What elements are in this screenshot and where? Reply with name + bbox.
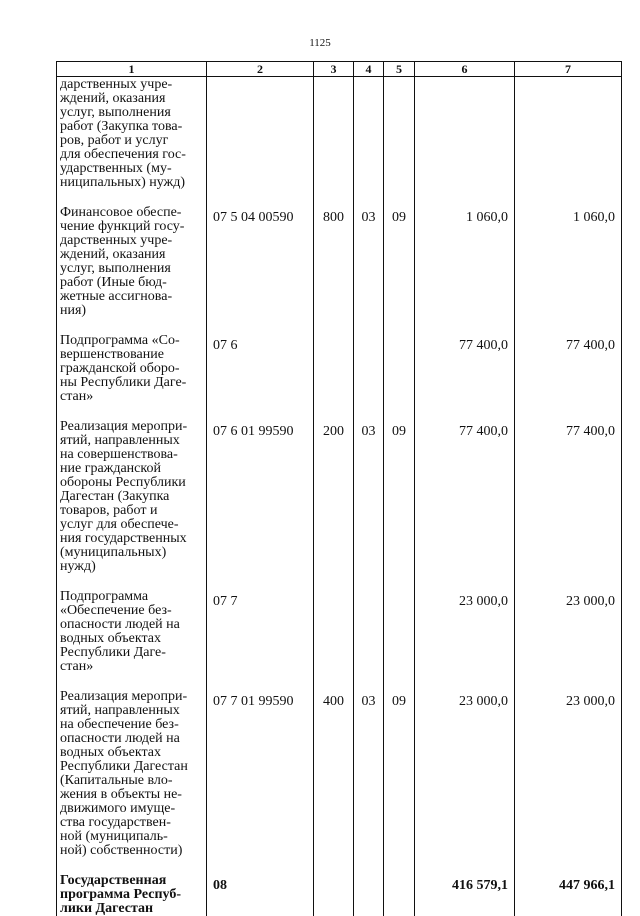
row-name-cell	[57, 206, 207, 318]
row-name-cell	[57, 590, 207, 674]
row-name-line: ятий, направленных	[60, 434, 203, 448]
table-row	[57, 206, 622, 318]
row-name-cell	[57, 690, 207, 858]
row-name-cell	[57, 420, 207, 574]
row-code: 08	[207, 874, 314, 916]
row-name-line: услуг, выполнения	[60, 262, 203, 276]
row-name-line: Подпрограмма «Со-	[60, 334, 203, 348]
row-name-line: ров, работ и услуг	[60, 134, 203, 148]
row-expense-type	[314, 874, 354, 916]
row-name-line: работ (Закупка това-	[60, 120, 203, 134]
row-name	[60, 78, 203, 190]
row-name-line: стан»	[60, 660, 203, 674]
row-subsection	[384, 334, 415, 404]
row-expense-type: 800	[314, 206, 354, 318]
column-header-7: 7	[515, 62, 622, 77]
table-row	[57, 590, 622, 674]
row-name	[60, 206, 203, 318]
column-header-2: 2	[207, 62, 314, 77]
row-amount-col6: 23 000,0	[415, 690, 515, 858]
row-amount-col7: 77 400,0	[515, 334, 622, 404]
row-name-line: Реализация меропри-	[60, 690, 203, 704]
row-code: 07 6 01 99590	[207, 420, 314, 574]
row-code: 07 5 04 00590	[207, 206, 314, 318]
spacer-cell	[354, 674, 384, 690]
spacer-cell	[57, 318, 207, 334]
row-expense-type: 200	[314, 420, 354, 574]
row-name-line: жетные ассигнова-	[60, 290, 203, 304]
row-spacer	[57, 190, 622, 206]
row-name-line: опасности людей на	[60, 618, 203, 632]
row-name-line: ны Республики Даге-	[60, 376, 203, 390]
table-row	[57, 420, 622, 574]
row-amount-col6: 23 000,0	[415, 590, 515, 674]
row-name-cell	[57, 334, 207, 404]
row-expense-type: 400	[314, 690, 354, 858]
row-amount-col6: 77 400,0	[415, 420, 515, 574]
row-name	[60, 334, 203, 404]
spacer-cell	[57, 190, 207, 206]
row-name-line: (Капитальные вло-	[60, 774, 203, 788]
row-name-line: вершенствование	[60, 348, 203, 362]
spacer-cell	[57, 858, 207, 874]
row-name-line: жения в объекты не-	[60, 788, 203, 802]
spacer-cell	[515, 858, 622, 874]
row-name-line: для обеспечения гос-	[60, 148, 203, 162]
row-subsection: 09	[384, 420, 415, 574]
row-subsection	[384, 77, 415, 191]
row-spacer	[57, 318, 622, 334]
spacer-cell	[207, 574, 314, 590]
row-name-line: Государственная	[60, 874, 203, 888]
row-amount-col7: 23 000,0	[515, 590, 622, 674]
row-expense-type	[314, 590, 354, 674]
row-code: 07 6	[207, 334, 314, 404]
row-name	[60, 690, 203, 858]
row-name-line: дарственных учре-	[60, 78, 203, 92]
row-name-line: на обеспечение без-	[60, 718, 203, 732]
row-name-line: на совершенствова-	[60, 448, 203, 462]
row-expense-type	[314, 334, 354, 404]
row-name-line: Дагестан (Закупка	[60, 490, 203, 504]
spacer-cell	[384, 858, 415, 874]
row-name-cell	[57, 874, 207, 916]
row-name-line: водных объектах	[60, 746, 203, 760]
row-amount-col7: 77 400,0	[515, 420, 622, 574]
row-name-line: ства государствен-	[60, 816, 203, 830]
row-amount-col6: 416 579,1	[415, 874, 515, 916]
row-expense-type	[314, 77, 354, 191]
budget-table-container	[56, 61, 621, 916]
row-name-line: «Обеспечение без-	[60, 604, 203, 618]
table-row	[57, 690, 622, 858]
spacer-cell	[415, 674, 515, 690]
page-number: 1125	[0, 37, 640, 49]
row-name-line: услуг, выполнения	[60, 106, 203, 120]
row-name-line: водных объектах	[60, 632, 203, 646]
row-spacer	[57, 858, 622, 874]
spacer-cell	[415, 858, 515, 874]
row-section	[354, 874, 384, 916]
spacer-cell	[384, 318, 415, 334]
row-section: 03	[354, 420, 384, 574]
row-name-line: стан»	[60, 390, 203, 404]
spacer-cell	[354, 858, 384, 874]
column-header-4: 4	[354, 62, 384, 77]
row-code: 07 7	[207, 590, 314, 674]
row-name-line: услуг для обеспече-	[60, 518, 203, 532]
row-name	[60, 420, 203, 574]
spacer-cell	[515, 404, 622, 420]
row-name-line: ной) собственности)	[60, 844, 203, 858]
spacer-cell	[314, 318, 354, 334]
row-subsection	[384, 590, 415, 674]
row-name-line: ждений, оказания	[60, 92, 203, 106]
row-amount-col6: 77 400,0	[415, 334, 515, 404]
spacer-cell	[314, 574, 354, 590]
spacer-cell	[415, 574, 515, 590]
row-subsection: 09	[384, 690, 415, 858]
spacer-cell	[207, 318, 314, 334]
spacer-cell	[57, 574, 207, 590]
row-section	[354, 590, 384, 674]
row-name-line: ятий, направленных	[60, 704, 203, 718]
table-row	[57, 874, 622, 916]
row-name-line: ние гражданской	[60, 462, 203, 476]
spacer-cell	[57, 674, 207, 690]
spacer-cell	[415, 404, 515, 420]
row-name-line: Республики Дагестан	[60, 760, 203, 774]
row-name-line: ниципальных) нужд)	[60, 176, 203, 190]
row-amount-col7	[515, 77, 622, 191]
column-header-5: 5	[384, 62, 415, 77]
row-name-line: лики Дагестан	[60, 902, 203, 916]
row-name-line: ударственных (му-	[60, 162, 203, 176]
row-subsection: 09	[384, 206, 415, 318]
spacer-cell	[354, 190, 384, 206]
row-spacer	[57, 404, 622, 420]
row-amount-col6	[415, 77, 515, 191]
column-header-1: 1	[57, 62, 207, 77]
row-name-line: нужд)	[60, 560, 203, 574]
row-name-line: Подпрограмма	[60, 590, 203, 604]
row-name-line: опасности людей на	[60, 732, 203, 746]
row-name-line: ния)	[60, 304, 203, 318]
row-name-line: Реализация меропри-	[60, 420, 203, 434]
row-name-line: ной (муниципаль-	[60, 830, 203, 844]
spacer-cell	[354, 404, 384, 420]
row-name-line: движимого имуще-	[60, 802, 203, 816]
budget-table	[56, 61, 622, 916]
row-section: 03	[354, 206, 384, 318]
row-amount-col7: 23 000,0	[515, 690, 622, 858]
spacer-cell	[57, 404, 207, 420]
row-spacer	[57, 674, 622, 690]
row-name	[60, 590, 203, 674]
row-code	[207, 77, 314, 191]
row-name-line: чение функций госу-	[60, 220, 203, 234]
row-name	[60, 874, 203, 916]
column-header-6: 6	[415, 62, 515, 77]
spacer-cell	[207, 674, 314, 690]
row-name-line: дарственных учре-	[60, 234, 203, 248]
table-row	[57, 334, 622, 404]
row-amount-col7: 1 060,0	[515, 206, 622, 318]
spacer-cell	[515, 190, 622, 206]
row-name-line: ждений, оказания	[60, 248, 203, 262]
row-amount-col6: 1 060,0	[415, 206, 515, 318]
spacer-cell	[207, 858, 314, 874]
table-body	[57, 77, 622, 916]
row-section	[354, 334, 384, 404]
row-name-line: обороны Республики	[60, 476, 203, 490]
spacer-cell	[384, 674, 415, 690]
row-name-line: гражданской оборо-	[60, 362, 203, 376]
spacer-cell	[354, 318, 384, 334]
row-name-line: программа Респуб-	[60, 888, 203, 902]
row-spacer	[57, 574, 622, 590]
spacer-cell	[314, 404, 354, 420]
spacer-cell	[415, 318, 515, 334]
row-code: 07 7 01 99590	[207, 690, 314, 858]
spacer-cell	[314, 858, 354, 874]
spacer-cell	[314, 190, 354, 206]
spacer-cell	[354, 574, 384, 590]
spacer-cell	[384, 190, 415, 206]
spacer-cell	[384, 574, 415, 590]
spacer-cell	[515, 574, 622, 590]
row-name-line: работ (Иные бюд-	[60, 276, 203, 290]
row-name-line: Финансовое обеспе-	[60, 206, 203, 220]
row-name-line: (муниципальных)	[60, 546, 203, 560]
spacer-cell	[515, 318, 622, 334]
row-name-cell	[57, 77, 207, 191]
spacer-cell	[314, 674, 354, 690]
spacer-cell	[415, 190, 515, 206]
spacer-cell	[207, 404, 314, 420]
row-section	[354, 77, 384, 191]
row-name-line: Республики Даге-	[60, 646, 203, 660]
spacer-cell	[515, 674, 622, 690]
row-name-line: товаров, работ и	[60, 504, 203, 518]
header-row	[57, 62, 622, 77]
table-row	[57, 77, 622, 191]
spacer-cell	[207, 190, 314, 206]
row-subsection	[384, 874, 415, 916]
spacer-cell	[384, 404, 415, 420]
row-section: 03	[354, 690, 384, 858]
row-name-line: ния государственных	[60, 532, 203, 546]
row-amount-col7: 447 966,1	[515, 874, 622, 916]
column-header-3: 3	[314, 62, 354, 77]
